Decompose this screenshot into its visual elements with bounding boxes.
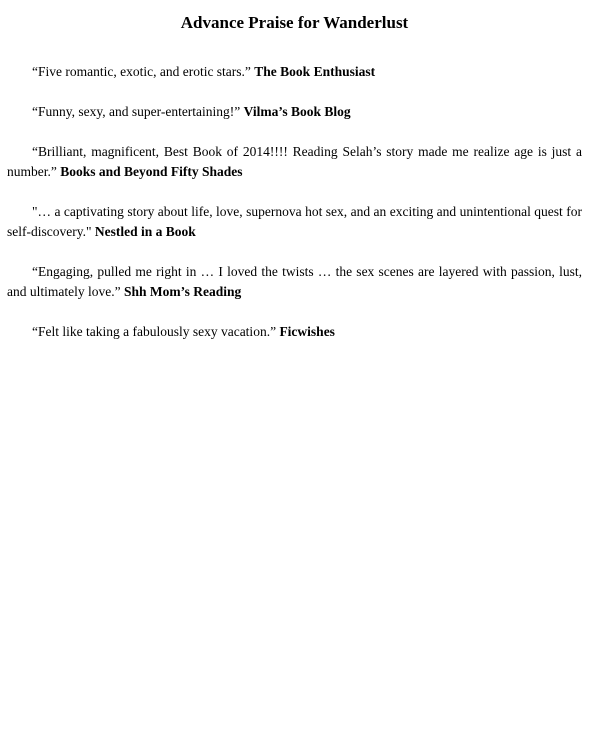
praise-quote	[7, 62, 582, 82]
page-title: Advance Praise for Wanderlust	[180, 13, 409, 32]
quote-source: Vilma’s Book Blog	[243, 104, 351, 119]
quote-text: “Felt like taking a fabulously sexy vacation.”	[32, 324, 277, 339]
quote-source: Books and Beyond Fifty Shades	[60, 164, 243, 179]
quote-text: “Five romantic, exotic, and erotic stars.”	[32, 64, 251, 79]
quote-text: "… a captivating story about life, love, supernova hot sex, and an exciting and unintentional quest for self-discovery."	[7, 204, 582, 239]
quote-source: Ficwishes	[279, 324, 335, 339]
praise-quote	[7, 202, 582, 242]
quote-text: “Funny, sexy, and super-entertaining!”	[32, 104, 241, 119]
quote-source: Shh Mom’s Reading	[123, 284, 242, 299]
quote-source: Nestled in a Book	[94, 224, 196, 239]
praise-quote	[7, 262, 582, 302]
praise-quote	[7, 102, 582, 122]
quote-source: The Book Enthusiast	[254, 64, 376, 79]
praise-quote	[7, 322, 582, 342]
quote-text: “Brilliant, magnificent, Best Book of 2014!!!! Reading Selah’s story made me realize age is just a number.”	[7, 144, 582, 179]
praise-quote	[7, 142, 582, 182]
quote-text: “Engaging, pulled me right in … I loved the twists … the sex scenes are layered with passion, lust, and ultimately love.”	[7, 264, 582, 299]
